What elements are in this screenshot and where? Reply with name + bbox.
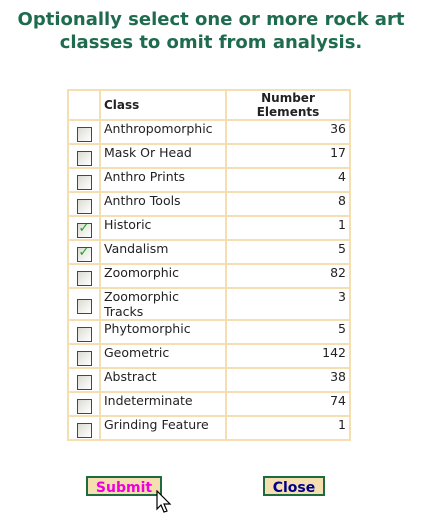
omit-checkbox[interactable] (77, 175, 92, 190)
class-label: Zoomorphic Tracks (101, 289, 225, 319)
omit-checkbox[interactable] (77, 220, 92, 238)
mouse-cursor-icon (156, 490, 172, 514)
class-count: 17 (227, 145, 349, 167)
checkbox-cell (69, 345, 99, 367)
class-label: Historic (101, 217, 225, 239)
table-row (69, 193, 349, 215)
checkbox-cell (69, 265, 99, 287)
table-row (69, 217, 349, 239)
class-count: 74 (227, 393, 349, 415)
omit-checkbox[interactable] (77, 271, 92, 286)
checkbox-cell (69, 121, 99, 143)
checkmark-icon: ✓ (78, 220, 90, 236)
class-label: Grinding Feature (101, 417, 225, 439)
omit-checkbox[interactable] (77, 151, 92, 166)
omit-checkbox[interactable] (77, 423, 92, 438)
header-number-elements: Number Elements (227, 91, 349, 119)
checkbox-cell (69, 417, 99, 439)
header-checkbox-cell (69, 91, 99, 119)
class-label: Anthro Tools (101, 193, 225, 215)
class-label: Anthropomorphic (101, 121, 225, 143)
table-row (69, 121, 349, 143)
checkbox-cell (69, 145, 99, 167)
checkbox-cell (69, 169, 99, 191)
omit-checkbox[interactable] (77, 351, 92, 366)
checkbox-cell (69, 193, 99, 215)
class-label: Phytomorphic (101, 321, 225, 343)
table-row (69, 369, 349, 391)
class-count: 82 (227, 265, 349, 287)
omit-checkbox[interactable] (77, 244, 92, 262)
heading-line-1: Optionally select one or more rock art (17, 9, 405, 30)
omit-checkbox[interactable] (77, 299, 92, 314)
class-count: 38 (227, 369, 349, 391)
omit-checkbox[interactable] (77, 399, 92, 414)
table-row (69, 345, 349, 367)
checkbox-cell (69, 217, 99, 239)
class-label: Abstract (101, 369, 225, 391)
omit-checkbox[interactable] (77, 375, 92, 390)
table-row (69, 145, 349, 167)
class-count: 5 (227, 241, 349, 263)
omit-checkbox[interactable] (77, 327, 92, 342)
class-count: 142 (227, 345, 349, 367)
class-count: 5 (227, 321, 349, 343)
table-row (69, 241, 349, 263)
class-count: 3 (227, 289, 349, 319)
table-row (69, 417, 349, 439)
checkbox-cell (69, 369, 99, 391)
close-button[interactable]: Close (263, 476, 325, 496)
class-label: Indeterminate (101, 393, 225, 415)
table-row (69, 169, 349, 191)
table-row (69, 289, 349, 319)
heading-line-2: classes to omit from analysis. (59, 32, 363, 53)
omit-checkbox[interactable] (77, 199, 92, 214)
table-row (69, 393, 349, 415)
class-count: 4 (227, 169, 349, 191)
class-table (67, 89, 351, 441)
checkmark-icon: ✓ (78, 244, 90, 260)
checkbox-cell (69, 241, 99, 263)
class-label: Anthro Prints (101, 169, 225, 191)
class-label: Geometric (101, 345, 225, 367)
checkbox-cell (69, 393, 99, 415)
table-header-row (69, 91, 349, 119)
submit-button[interactable]: Submit (86, 476, 162, 496)
table-row (69, 265, 349, 287)
class-count: 8 (227, 193, 349, 215)
omit-checkbox[interactable] (77, 127, 92, 142)
checkbox-cell (69, 289, 99, 319)
checkbox-cell (69, 321, 99, 343)
class-label: Zoomorphic (101, 265, 225, 287)
class-label: Mask Or Head (101, 145, 225, 167)
header-class: Class (101, 91, 225, 119)
class-count: 1 (227, 217, 349, 239)
table-row (69, 321, 349, 343)
class-label: Vandalism (101, 241, 225, 263)
class-count: 36 (227, 121, 349, 143)
page-heading (0, 8, 422, 54)
class-count: 1 (227, 417, 349, 439)
